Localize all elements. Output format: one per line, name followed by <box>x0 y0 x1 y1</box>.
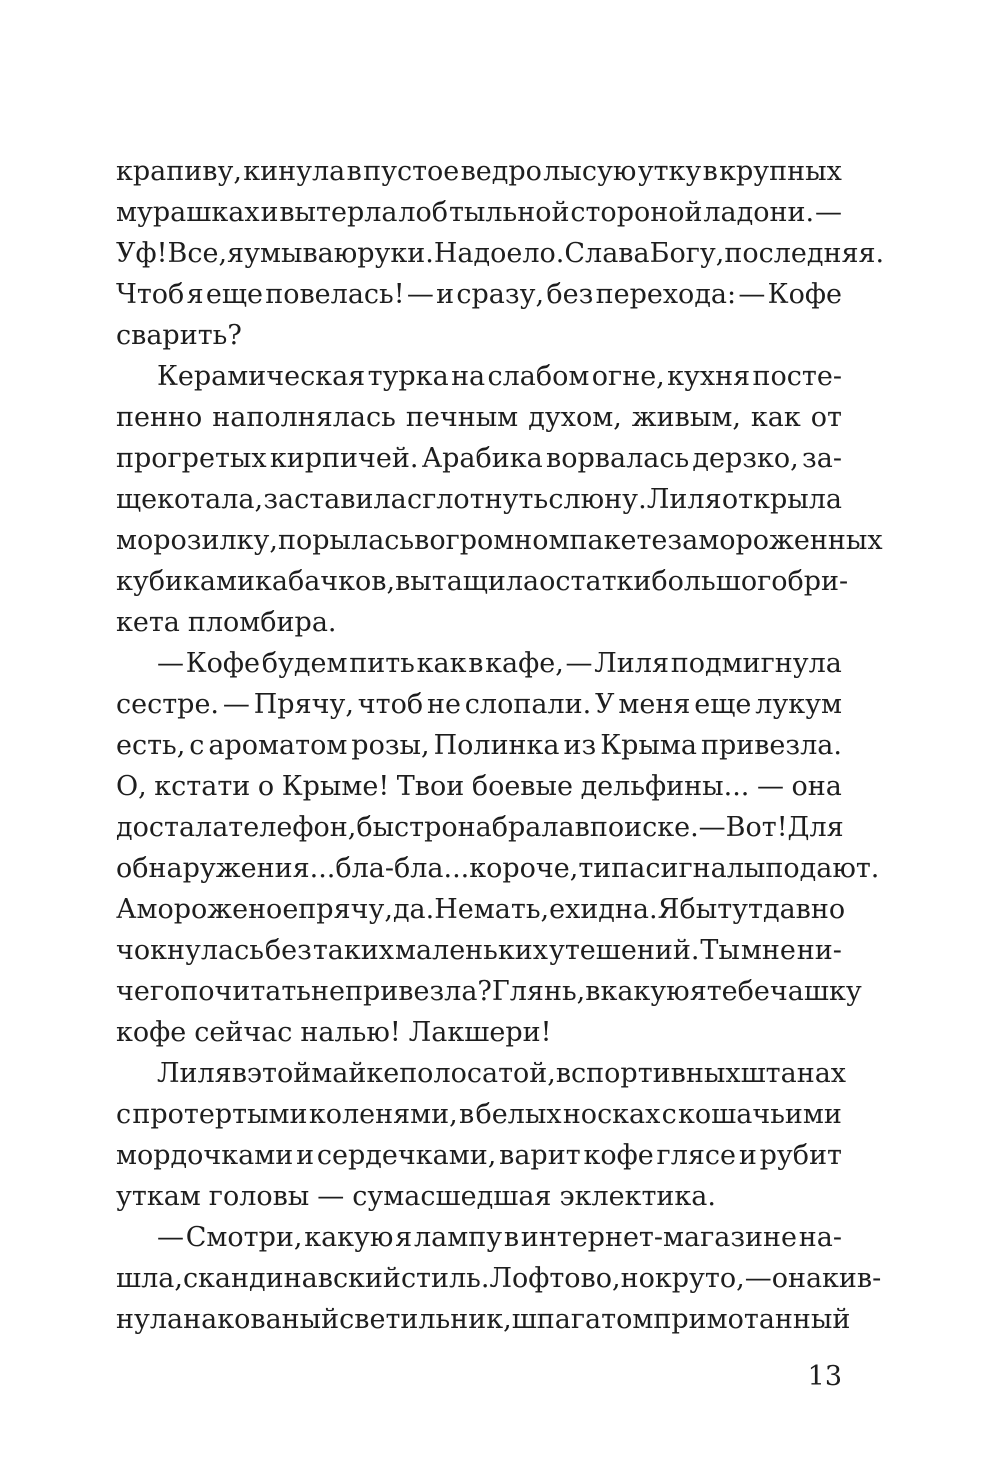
text-line: кубиками кабачков, вытащила остатки большого бри- <box>116 566 849 597</box>
text-line: морозилку, порылась в огромном пакете замороженных <box>116 525 883 556</box>
text-line: с протертыми коленями, в белых носках с кошачьими <box>116 1099 842 1130</box>
text-line: чокнулась без таких маленьких утешений. Ты мне ни- <box>116 935 842 966</box>
body-text <box>116 151 885 1340</box>
text-line: сварить? <box>116 320 242 351</box>
text-line: уткам головы — сумасшедшая эклектика. <box>116 1181 716 1212</box>
text-line: обнаружения... бла-бла... короче, типа сигналы подают. <box>116 853 880 884</box>
text-line: — Смотри, какую я лампу в интернет-магазине на- <box>157 1222 842 1253</box>
text-line: прогретых кирпичей. Арабика ворвалась дерзко, за- <box>116 443 842 474</box>
page-number: 13 <box>807 1361 842 1392</box>
text-line: нула на кованый светильник, шпагатом примотанный <box>116 1304 851 1335</box>
text-line: достала телефон, быстро набрала в поиске. — Вот! Для <box>116 812 844 843</box>
text-line: мурашках и вытерла лоб тыльной стороной ладони. — <box>116 197 842 228</box>
text-line: мордочками и сердечками, варит кофе глясе и рубит <box>116 1140 842 1171</box>
text-line: Чтоб я еще повелась! — и сразу, без перехода: — Кофе <box>116 279 842 310</box>
text-line: кета пломбира. <box>116 607 337 638</box>
text-line: — Кофе будем пить как в кафе, — Лиля подмигнула <box>157 648 842 679</box>
text-line: сестре. — Прячу, чтоб не слопали. У меня еще лукум <box>116 689 842 720</box>
text-line: О, кстати о Крыме! Твои боевые дельфины... — она <box>116 771 842 802</box>
text-line: кофе сейчас налью! Лакшери! <box>116 1017 552 1048</box>
text-line: пенно наполнялась печным духом, живым, как от <box>116 402 842 433</box>
text-line: шла, скандинавский стиль. Лофтово, но круто, — она кив- <box>116 1263 882 1294</box>
text-line: чего почитать не привезла? Глянь, в какую я тебе чашку <box>116 976 862 1007</box>
text-line: Лиля в этой майке полосатой, в спортивных штанах <box>157 1058 847 1089</box>
text-line: есть, с ароматом розы, Полинка из Крыма привезла. <box>116 730 842 761</box>
text-line: щекотала, заставила сглотнуть слюну. Лиля открыла <box>116 484 842 515</box>
text-line: Керамическая турка на слабом огне, кухня посте- <box>157 361 842 392</box>
text-line: крапиву, кинула в пустое ведро лысую утку в крупных <box>116 156 842 187</box>
text-line: Уф! Все, я умываю руки. Надоело. Слава Богу, последняя. <box>116 238 885 269</box>
text-line: А мороженое прячу, да. Не мать, ехидна. Я бы тут давно <box>116 894 846 925</box>
